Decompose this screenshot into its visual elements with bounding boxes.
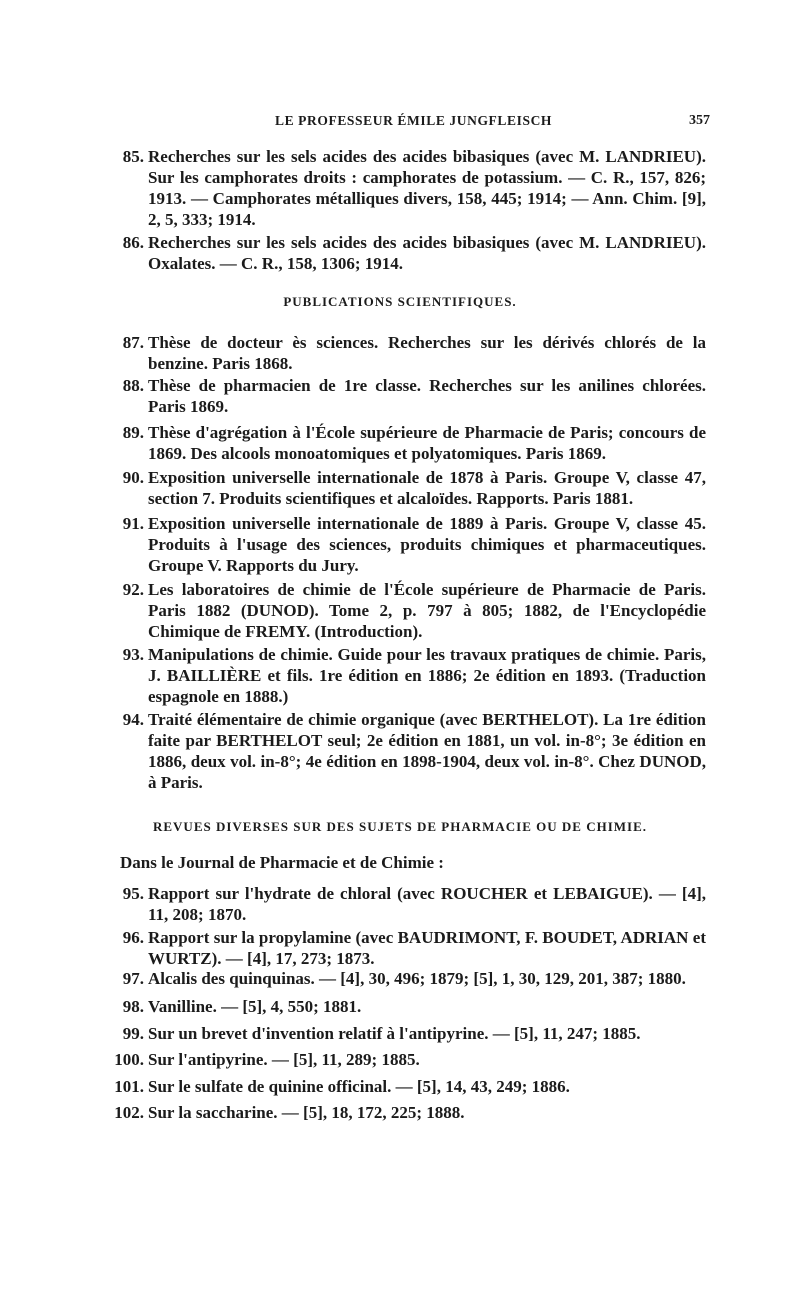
entry-100 xyxy=(108,1049,706,1070)
entry-text: Sur le sulfate de quinine officinal. — [5], 14, 43, 249; 1886. xyxy=(148,1077,570,1096)
entry-text: Les laboratoires de chimie de l'École supérieure de Pharmacie de Paris. Paris 1882 (DUNOD). Tome 2, p. 797 à 805; 1882, de l'Encyclopédie Chimique de FREMY. (Introduction). xyxy=(148,580,706,641)
running-head-title: LE PROFESSEUR ÉMILE JUNGFLEISCH xyxy=(275,113,553,128)
entry-91 xyxy=(108,513,706,576)
entry-number: 88. xyxy=(122,376,144,395)
running-head xyxy=(120,113,710,135)
entry-text: Recherches sur les sels acides des acides bibasiques (avec M. LANDRIEU). Oxalates. — C. R., 158, 1306; 1914. xyxy=(148,233,706,273)
entry-text: Recherches sur les sels acides des acides bibasiques (avec M. LANDRIEU). Sur les camphorates droits : camphorates de potassium. — C. R., 157, 826; 1913. — Camphorates métalliques divers, 158, 445; 1914; — Ann. Chim. [9], 2, 5, 333; 1914. xyxy=(148,147,706,229)
entry-text: Exposition universelle internationale de 1889 à Paris. Groupe V, classe 45. Produits à l'usage des sciences, produits chimiques et pharmaceutiques. Groupe V. Rapports du Jury. xyxy=(148,514,706,575)
entry-number: 86. xyxy=(122,233,144,252)
entry-text: Vanilline. — [5], 4, 550; 1881. xyxy=(148,997,362,1016)
entry-94 xyxy=(108,709,706,793)
entry-90 xyxy=(108,467,706,509)
entry-number: 99. xyxy=(122,1024,144,1043)
entry-89 xyxy=(108,422,706,464)
entry-86 xyxy=(108,232,706,274)
intro-line: Dans le Journal de Pharmacie et de Chimie : xyxy=(120,853,444,872)
entry-97 xyxy=(108,968,706,989)
entry-95 xyxy=(108,883,706,925)
entry-text: Rapport sur l'hydrate de chloral (avec ROUCHER et LEBAIGUE). — [4], 11, 208; 1870. xyxy=(148,884,706,924)
entry-99 xyxy=(108,1023,706,1044)
entry-92 xyxy=(108,579,706,642)
entry-85 xyxy=(108,146,706,230)
entry-text: Sur la saccharine. — [5], 18, 172, 225; 1888. xyxy=(148,1103,465,1122)
entry-number: 98. xyxy=(122,997,144,1016)
entry-text: Sur un brevet d'invention relatif à l'antipyrine. — [5], 11, 247; 1885. xyxy=(148,1024,641,1043)
entry-101 xyxy=(108,1076,706,1097)
entry-102 xyxy=(108,1102,706,1123)
entry-number: 87. xyxy=(122,333,144,352)
section-heading-revues: REVUES DIVERSES SUR DES SUJETS DE PHARMACIE OU DE CHIMIE. xyxy=(152,819,648,834)
entry-87 xyxy=(108,332,706,374)
entry-number: 89. xyxy=(122,423,144,442)
entry-number: 96. xyxy=(122,928,144,947)
entry-number: 95. xyxy=(122,884,144,903)
entry-text: Rapport sur la propylamine (avec BAUDRIMONT, F. BOUDET, ADRIAN et WURTZ). — [4], 17, 273; 1873. xyxy=(148,928,706,968)
entry-93 xyxy=(108,644,706,707)
entry-number: 100. xyxy=(114,1050,144,1069)
entry-text: Alcalis des quinquinas. — [4], 30, 496; 1879; [5], 1, 30, 129, 201, 387; 1880. xyxy=(148,969,686,988)
entry-98 xyxy=(108,996,706,1017)
entry-text: Traité élémentaire de chimie organique (avec BERTHELOT). La 1re édition faite par BERTHELOT seul; 2e édition en 1881, un vol. in-8°; 3e édition en 1886, deux vol. in-8°; 4e édition en 1898-1904, deux vol. in-8°. Chez DUNOD, à Paris. xyxy=(148,710,706,792)
entry-text: Thèse d'agrégation à l'École supérieure de Pharmacie de Paris; concours de 1869. Des alcools monoatomiques et polyatomiques. Paris 1869. xyxy=(148,423,706,463)
entry-text: Sur l'antipyrine. — [5], 11, 289; 1885. xyxy=(148,1050,420,1069)
entry-number: 97. xyxy=(122,969,144,988)
entry-text: Exposition universelle internationale de 1878 à Paris. Groupe V, classe 47, section 7. Produits scientifiques et alcaloïdes. Rapports. Paris 1881. xyxy=(148,468,706,508)
entry-number: 92. xyxy=(122,580,144,599)
entry-88 xyxy=(108,375,706,417)
entry-number: 94. xyxy=(122,710,144,729)
entry-number: 91. xyxy=(122,514,144,533)
section-heading-publications: PUBLICATIONS SCIENTIFIQUES. xyxy=(283,294,517,309)
entry-text: Thèse de docteur ès sciences. Recherches sur les dérivés chlorés de la benzine. Paris 1868. xyxy=(148,333,706,373)
entry-number: 102. xyxy=(114,1103,144,1122)
entry-number: 101. xyxy=(114,1077,144,1096)
entry-96 xyxy=(108,927,706,969)
entry-text: Thèse de pharmacien de 1re classe. Recherches sur les anilines chlorées. Paris 1869. xyxy=(148,376,706,416)
entry-number: 90. xyxy=(122,468,144,487)
page-number: 357 xyxy=(689,113,710,128)
entry-number: 85. xyxy=(122,147,144,166)
entry-text: Manipulations de chimie. Guide pour les travaux pratiques de chimie. Paris, J. BAILLIÈRE et fils. 1re édition en 1886; 2e édition en 1893. (Traduction espagnole en 1888.) xyxy=(148,645,706,706)
entry-number: 93. xyxy=(122,645,144,664)
